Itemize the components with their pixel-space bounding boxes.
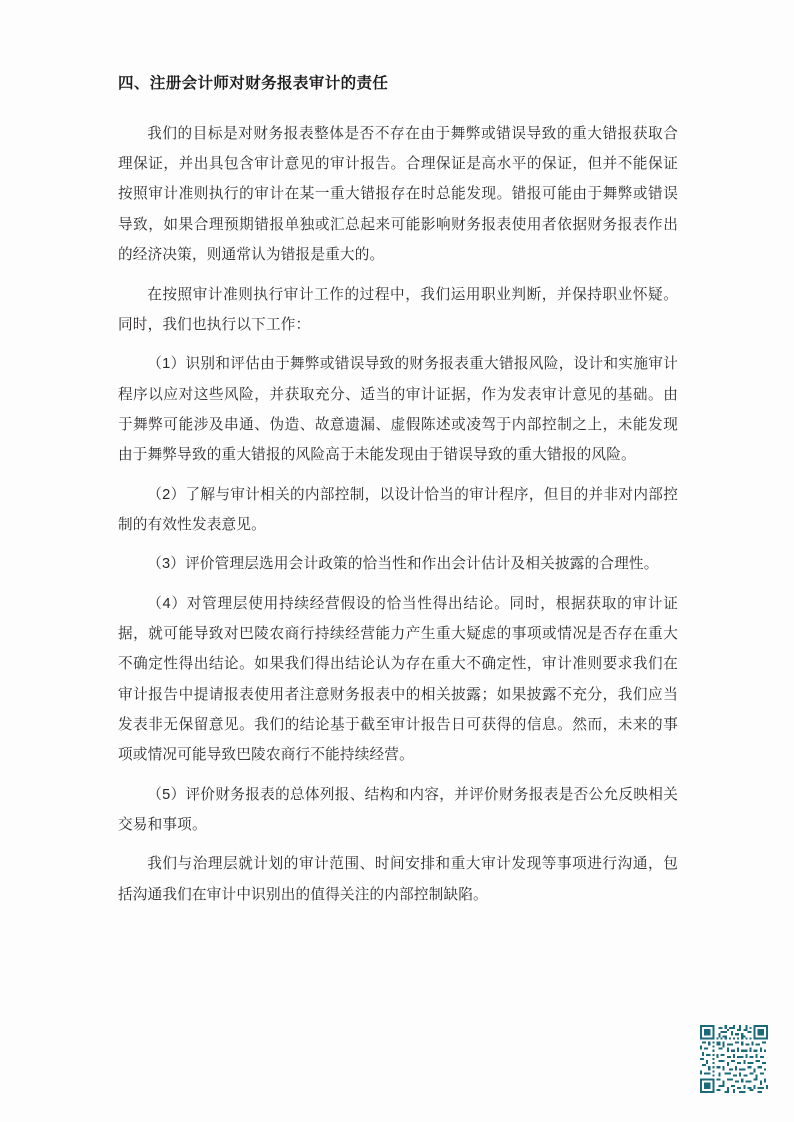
document-body xyxy=(118,72,678,919)
paragraph-objective: 我们的目标是对财务报表整体是否不存在由于舞弊或错误导致的重大错报获取合理保证，并出具包含审计意见的审计报告。合理保证是高水平的保证，但并不能保证按照审计准则执行的审计在某一重大错报存在时总能发现。错报可能由于舞弊或错误导致，如果合理预期错报单独或汇总起来可能影响财务报表使用者依据财务报表作出的经济决策，则通常认为错报是重大的。 xyxy=(118,125,678,264)
paragraph-governance-communication: 我们与治理层就计划的审计范围、时间安排和重大审计发现等事项进行沟通，包括沟通我们在审计中识别出的值得关注的内部控制缺陷。 xyxy=(118,856,678,903)
paragraph-item-4: （4）对管理层使用持续经营假设的恰当性得出结论。同时，根据获取的审计证据，就可能导致对巴陵农商行持续经营能力产生重大疑虑的事项或情况是否存在重大不确定性得出结论。如果我们得出结论认为存在重大不确定性，审计准则要求我们在审计报告中提请报表使用者注意财务报表中的相关披露；如果披露不充分，我们应当发表非无保留意见。我们的结论基于截至审计报告日可获得的信息。然而，未来的事项或情况可能导致巴陵农商行不能持续经营。 xyxy=(118,595,678,764)
paragraph-item-5: （5）评价财务报表的总体列报、结构和内容，并评价财务报表是否公允反映相关交易和事项。 xyxy=(118,786,678,834)
section-heading: 四、注册会计师对财务报表审计的责任 xyxy=(118,75,389,92)
paragraph-item-3: （3）评价管理层选用会计政策的恰当性和作出会计估计及相关披露的合理性。 xyxy=(147,556,659,573)
qr-code-icon xyxy=(700,1025,768,1093)
paragraph-item-1: （1）识别和评估由于舞弊或错误导致的财务报表重大错报风险，设计和实施审计程序以应对这些风险，并获取充分、适当的审计证据，作为发表审计意见的基础。由于舞弊可能涉及串通、伪造、故意遗漏、虚假陈述或凌驾于内部控制之上，未能发现由于舞弊导致的重大错报的风险高于未能发现由于错误导致的重大错报的风险。 xyxy=(118,356,678,464)
paragraph-professional-judgment: 在按照审计准则执行审计工作的过程中，我们运用职业判断，并保持职业怀疑。同时，我们也执行以下工作： xyxy=(118,286,678,333)
paragraph-item-2: （2）了解与审计相关的内部控制，以设计恰当的审计程序，但目的并非对内部控制的有效性发表意见。 xyxy=(118,486,678,533)
